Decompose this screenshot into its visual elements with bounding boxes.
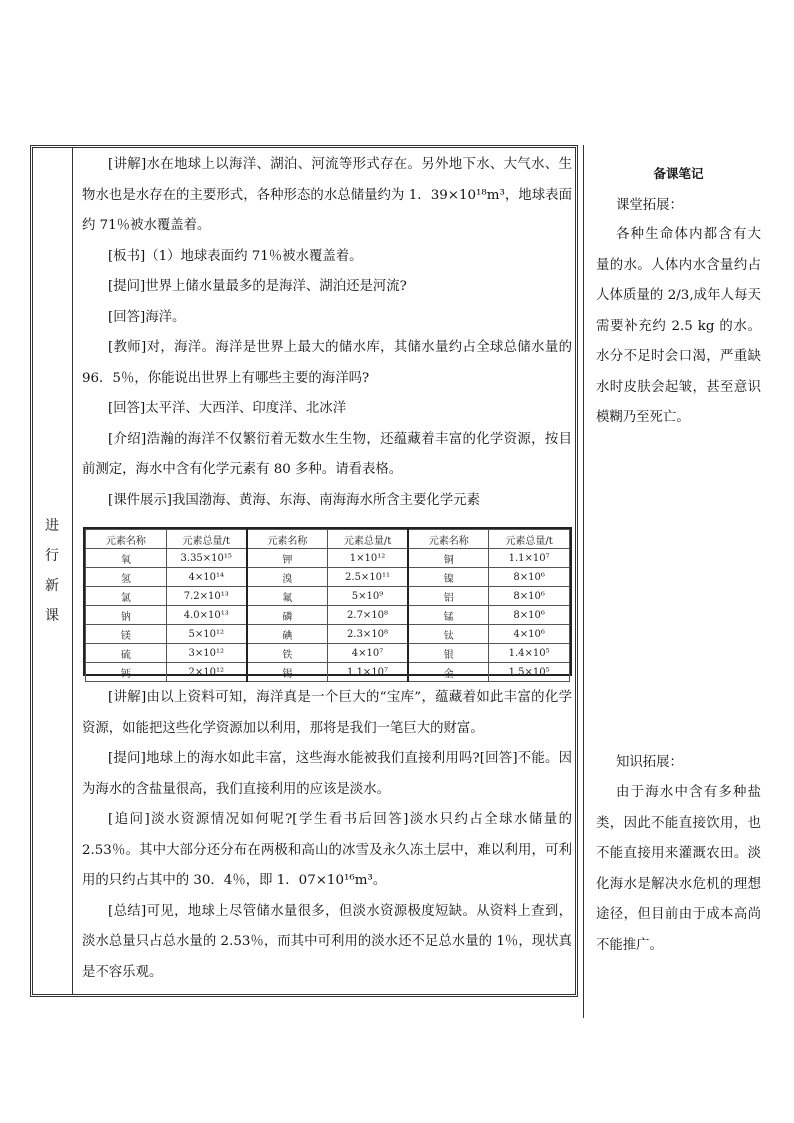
paragraph-summary: [总结]可见，地球上尽管储水量很多，但淡水资源极度短缺。从资料上查到，淡水总量只占总水量的 2.53％，而其中可利用的淡水还不足总水量的 1％，现状真是不容乐观。 <box>82 903 572 980</box>
notes-divider <box>583 145 584 1018</box>
table-cell: 钛 <box>408 625 489 644</box>
table-row <box>86 587 570 606</box>
section-label-char: 新 <box>45 578 59 594</box>
knowledge-extension-text: 由于海水中含有多种盐类，因此不能直接饮用，也不能直接用来灌溉农田。淡化海水是解决水危机的理想途径，但目前由于成本高尚不能推广。 <box>596 785 761 953</box>
table-cell: 2×10¹² <box>166 663 247 682</box>
paragraph-lecture-treasure: [讲解]由以上资料可知，海洋真是一个巨大的“宝库”，蕴藏着如此丰富的化学资源，如能把这些化学资源加以利用，那将是我们一笔巨大的财富。 <box>82 690 572 736</box>
paragraph-question: [提问]世界上储水量最多的是海洋、湖泊还是河流? <box>108 279 407 294</box>
table-header-row <box>86 530 570 549</box>
table-header-cell: 元素总量/t <box>489 530 570 549</box>
table-header-cell: 元素总量/t <box>327 530 408 549</box>
table-cell: 溴 <box>247 568 328 587</box>
table-cell: 钙 <box>86 663 167 682</box>
table-cell: 1.5×10⁵ <box>489 663 570 682</box>
table-cell: 8×10⁶ <box>489 606 570 625</box>
table-cell: 2.5×10¹¹ <box>327 568 408 587</box>
paragraph-courseware: [课件展示]我国渤海、黄海、东海、南海海水所含主要化学元素 <box>108 492 480 508</box>
section-label-char: 行 <box>45 548 59 564</box>
paragraph-followup-freshwater: [追问]淡水资源情况如何呢?[学生看书后回答]淡水只约占全球水储量的 2.53％。其中大部分还分布在两极和高山的冰雪及永久冻土层中，难以利用，可利用的只约占其中的 30．4％，即 1．07×10¹⁶m³。 <box>82 812 572 888</box>
table-cell: 3.35×10¹⁵ <box>166 549 247 568</box>
table-cell: 2.7×10⁸ <box>327 606 408 625</box>
table-cell: 1.1×10⁷ <box>327 663 408 682</box>
classroom-extension-heading: 课堂拓展： <box>616 198 683 213</box>
table-cell: 金 <box>408 663 489 682</box>
paragraph-intro: [介绍]浩瀚的海洋不仅繁衍着无数水生生物，还蕴藏着丰富的化学资源，按目前测定，海水中含有化学元素有 80 多种。请看表格。 <box>82 431 572 477</box>
section-label-char: 进 <box>45 518 59 534</box>
table-cell: 7.2×10¹³ <box>166 587 247 606</box>
table-cell: 8×10⁶ <box>489 568 570 587</box>
table-cell: 镍 <box>408 568 489 587</box>
table-cell: 1×10¹² <box>327 549 408 568</box>
table-header-cell: 元素总量/t <box>166 530 247 549</box>
table-cell: 2.3×10⁸ <box>327 625 408 644</box>
table-cell: 氧 <box>86 549 167 568</box>
table-cell: 4×10¹⁴ <box>166 568 247 587</box>
notes-title: 备课笔记 <box>653 166 704 181</box>
table-cell: 5×10⁹ <box>327 587 408 606</box>
table-cell: 碘 <box>247 625 328 644</box>
table-cell: 磷 <box>247 606 328 625</box>
classroom-extension-text: 各种生命体内都含有大量的水。人体内水含量约占人体质量的 2/3,成年人每天需要补充约 2.5 kg 的水。水分不足时会口渴，严重缺水时皮肤会起皱，甚至意识模糊乃至死亡。 <box>596 227 761 425</box>
table-cell: 4×10⁶ <box>489 625 570 644</box>
table-row <box>86 663 570 682</box>
section-label-char: 课 <box>45 608 59 624</box>
notes-sidebar <box>596 160 761 434</box>
table-cell: 4×10⁷ <box>327 644 408 663</box>
element-table <box>83 527 572 680</box>
table-row <box>86 625 570 644</box>
table-cell: 钠 <box>86 606 167 625</box>
table-row <box>86 568 570 587</box>
paragraph-lecture: [讲解]水在地球上以海洋、湖泊、河流等形式存在。另外地下水、大气水、生物水也是水存在的主要形式，各种形态的水总储量约为 1．39×10¹⁸m³，地球表面约 71％被水覆盖着。 <box>82 157 572 233</box>
table-cell: 氢 <box>86 568 167 587</box>
table-cell: 氯 <box>86 587 167 606</box>
table-cell: 硫 <box>86 644 167 663</box>
section-label <box>45 518 59 624</box>
table-row <box>86 606 570 625</box>
column-divider <box>72 147 73 995</box>
element-table-body <box>86 530 570 682</box>
table-row <box>86 644 570 663</box>
table-cell: 镁 <box>86 625 167 644</box>
table-cell: 锰 <box>408 606 489 625</box>
table-header-cell: 元素名称 <box>408 530 489 549</box>
table-cell: 铜 <box>408 549 489 568</box>
lesson-content-continued <box>82 683 572 988</box>
paragraph-question-seawater: [提问]地球上的海水如此丰富，这些海水能被我们直接利用吗?[回答]不能。因为海水的含盐量很高，我们直接利用的应该是淡水。 <box>82 751 572 797</box>
table-cell: 1.1×10⁷ <box>489 549 570 568</box>
knowledge-extension-heading: 知识拓展： <box>616 755 683 770</box>
table-cell: 8×10⁶ <box>489 587 570 606</box>
table-cell: 铝 <box>408 587 489 606</box>
table-header-cell: 元素名称 <box>247 530 328 549</box>
table-cell: 5×10¹² <box>166 625 247 644</box>
table-cell: 钾 <box>247 549 328 568</box>
lesson-content <box>82 150 572 516</box>
table-cell: 银 <box>408 644 489 663</box>
table-cell: 氟 <box>247 587 328 606</box>
table-cell: 铁 <box>247 644 328 663</box>
paragraph-board: [板书]（1）地球表面约 71％被水覆盖着。 <box>108 248 363 264</box>
paragraph-answer: [回答]海洋。 <box>108 309 186 325</box>
notes-sidebar-knowledge <box>596 748 761 961</box>
table-cell: 锡 <box>247 663 328 682</box>
table-cell: 3×10¹² <box>166 644 247 663</box>
paragraph-teacher: [教师]对，海洋。海洋是世界上最大的储水库，其储水量约占全球总储水量的 96．5％，你能说出世界上有哪些主要的海洋吗? <box>82 340 572 386</box>
table-cell: 1.4×10⁵ <box>489 644 570 663</box>
paragraph-answer-oceans: [回答]太平洋、大西洋、印度洋、北冰洋 <box>108 401 347 416</box>
table-row <box>86 549 570 568</box>
table-cell: 4.0×10¹³ <box>166 606 247 625</box>
section-label-column <box>32 147 72 995</box>
table-header-cell: 元素名称 <box>86 530 167 549</box>
